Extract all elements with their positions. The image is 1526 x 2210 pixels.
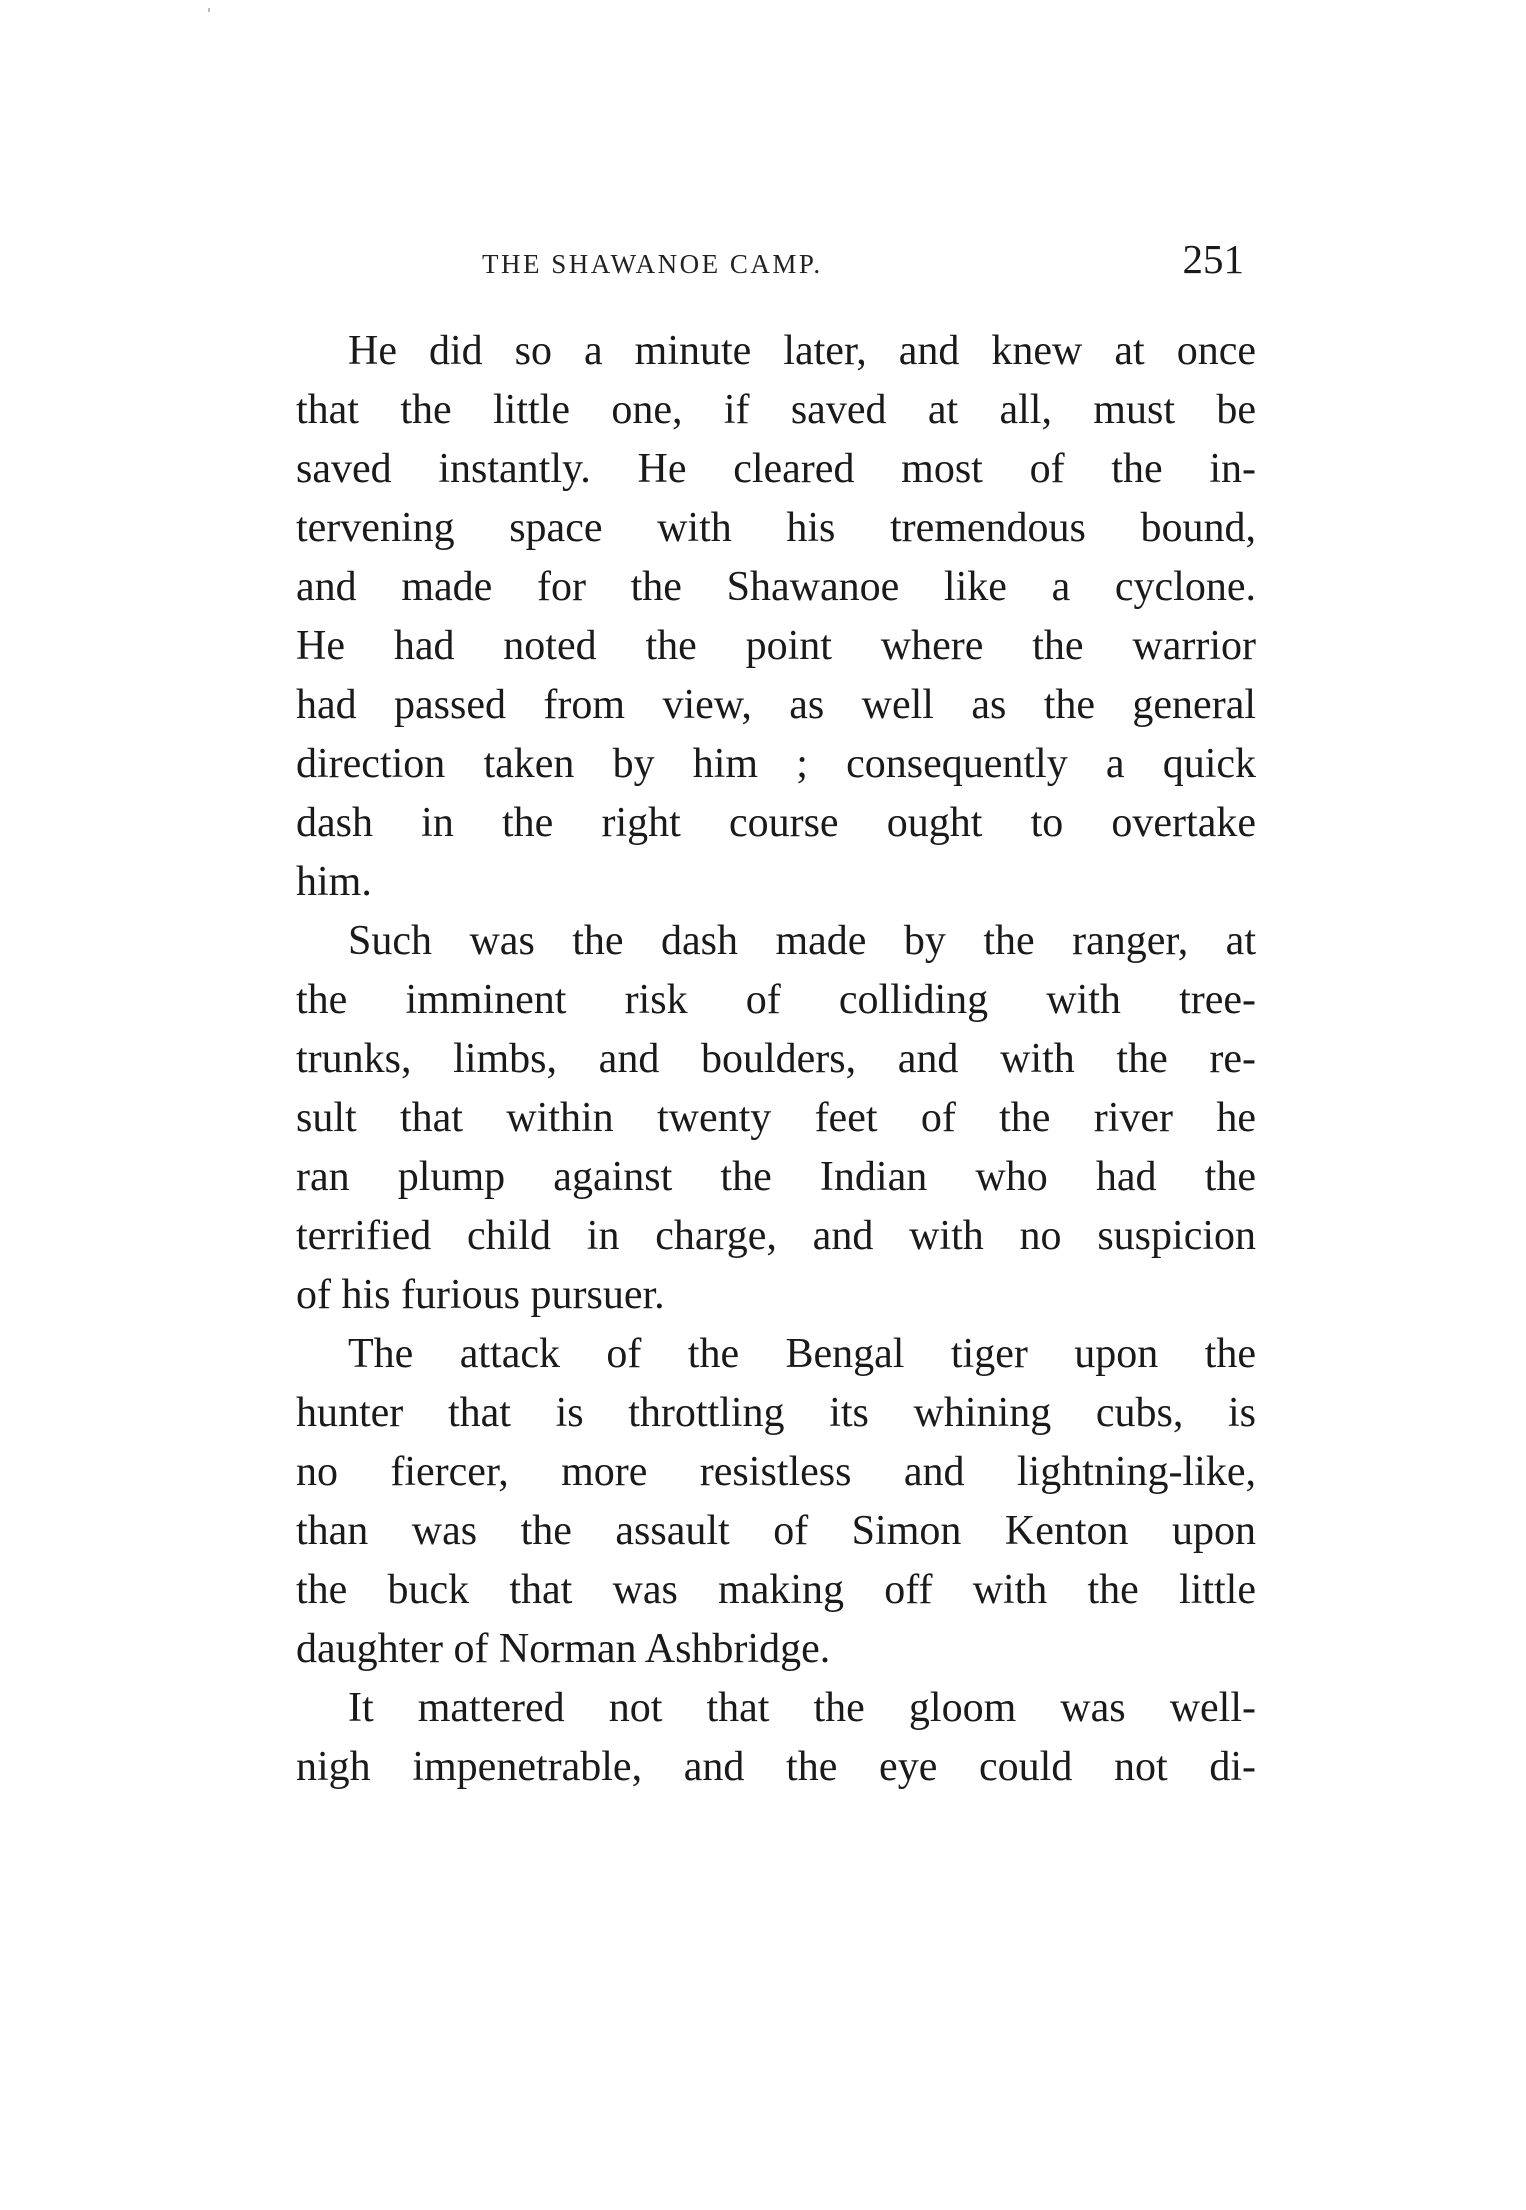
text-line: that the little one, if saved at all, must be: [296, 387, 1256, 433]
text-line: of his furious pursuer.: [296, 1272, 665, 1318]
text-line: than was the assault of Simon Kenton upon: [296, 1508, 1256, 1554]
text-line: the buck that was making off with the little: [296, 1567, 1256, 1613]
text-line: and made for the Shawanoe like a cyclone.: [296, 564, 1256, 610]
body-text: [296, 322, 1256, 1797]
text-line: Such was the dash made by the ranger, at: [348, 918, 1256, 964]
text-line: had passed from view, as well as the general: [296, 682, 1256, 728]
text-line: dash in the right course ought to overtake: [296, 800, 1256, 846]
text-line: tervening space with his tremendous bound,: [296, 505, 1256, 551]
page-header: [296, 235, 1256, 295]
running-title: THE SHAWANOE CAMP.: [482, 249, 823, 279]
text-line: ran plump against the Indian who had the: [296, 1154, 1256, 1200]
text-line: sult that within twenty feet of the river he: [296, 1095, 1256, 1141]
text-line: He had noted the point where the warrior: [296, 623, 1256, 669]
text-line: nigh impenetrable, and the eye could not di-: [296, 1744, 1256, 1790]
text-line: terrified child in charge, and with no suspicion: [296, 1213, 1256, 1259]
text-line: hunter that is throttling its whining cubs, is: [296, 1390, 1256, 1436]
text-line: trunks, limbs, and boulders, and with the re-: [296, 1036, 1256, 1082]
text-line: direction taken by him ; consequently a quick: [296, 741, 1256, 787]
page-number: 251: [1182, 236, 1244, 282]
text-line: daughter of Norman Ashbridge.: [296, 1626, 831, 1672]
text-line: him.: [296, 859, 372, 905]
text-line: no fiercer, more resistless and lightning-like,: [296, 1449, 1256, 1495]
scan-speck: [208, 8, 210, 12]
text-line: The attack of the Bengal tiger upon the: [348, 1331, 1256, 1377]
text-line: It mattered not that the gloom was well-: [348, 1685, 1256, 1731]
text-line: saved instantly. He cleared most of the in-: [296, 446, 1256, 492]
text-line: the imminent risk of colliding with tree-: [296, 977, 1256, 1023]
text-line: He did so a minute later, and knew at once: [348, 328, 1256, 374]
